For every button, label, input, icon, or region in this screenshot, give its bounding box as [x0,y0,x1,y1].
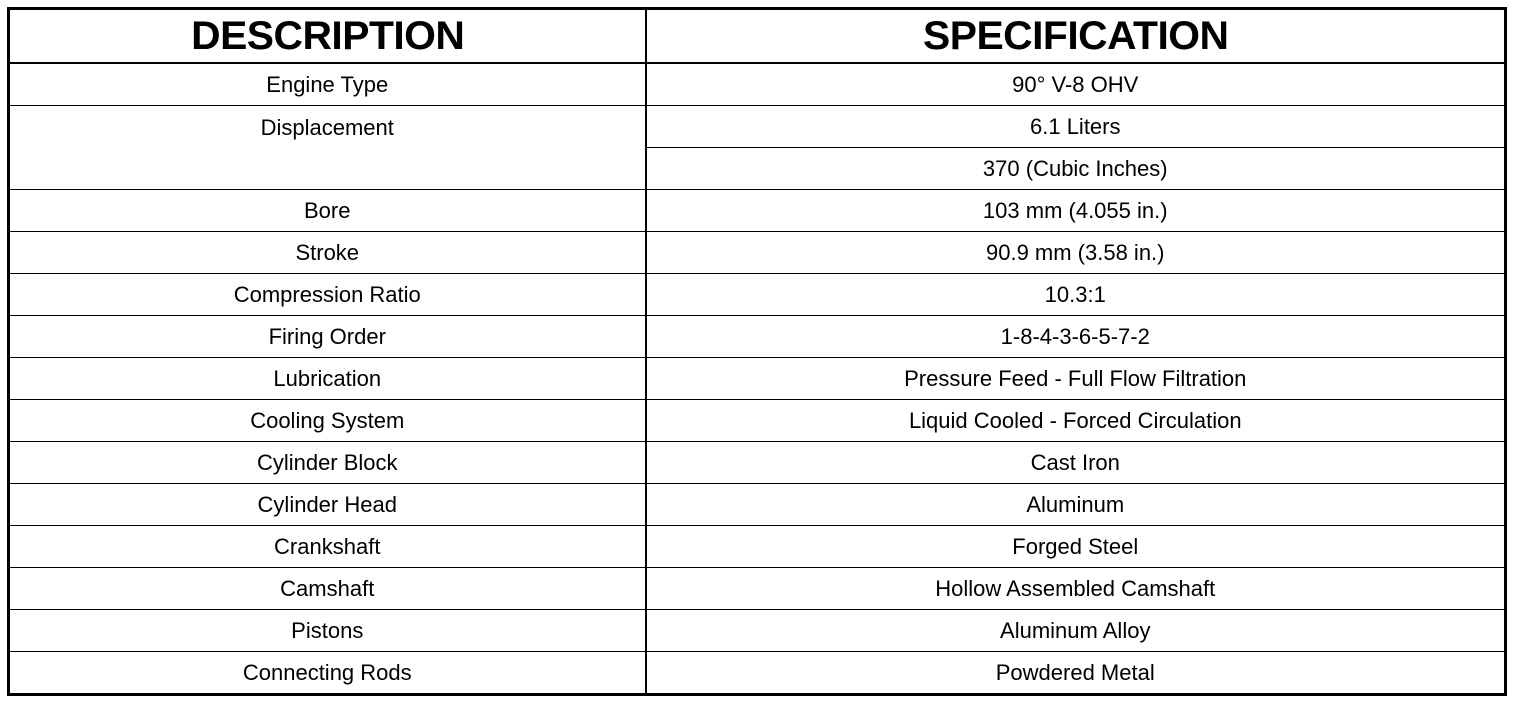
table-row [9,274,1506,316]
specification-cell: 10.3:1 [646,274,1506,316]
description-cell: Pistons [9,610,646,652]
table-row [9,316,1506,358]
header-specification: SPECIFICATION [637,9,1514,64]
table-row [9,63,1506,106]
specification-cell: Liquid Cooled - Forced Circulation [646,400,1506,442]
spec-table [7,7,1507,696]
table-header-row [9,9,1506,64]
specification-cell: Aluminum [646,484,1506,526]
description-cell: Bore [9,190,646,232]
description-cell: Camshaft [9,568,646,610]
table-row [9,358,1506,400]
table-row [9,568,1506,610]
description-cell: Stroke [9,232,646,274]
description-cell: Displacement [9,106,646,190]
header-description: DESCRIPTION [2,9,652,64]
table-row [9,610,1506,652]
description-cell: Cylinder Head [9,484,646,526]
specification-cell: Powdered Metal [995,659,1155,685]
table-row [9,232,1506,274]
table-row [9,652,1506,695]
specification-cell: 370 (Cubic Inches) [646,148,1506,190]
description-cell: Lubrication [9,358,646,400]
specification-cell: 90° V-8 OHV [646,63,1506,106]
description-cell: Firing Order [9,316,646,358]
description-cell: Cooling System [9,400,646,442]
table-row [9,442,1506,484]
description-cell: Compression Ratio [9,274,646,316]
specification-cell: 103 mm (4.055 in.) [646,190,1506,232]
description-cell: Engine Type [9,63,646,106]
table-row [9,526,1506,568]
table-row [9,484,1506,526]
description-cell: Crankshaft [9,526,646,568]
table-row [9,106,1506,148]
specification-cell: 90.9 mm (3.58 in.) [646,232,1506,274]
specification-cell: 1-8-4-3-6-5-7-2 [646,316,1506,358]
specification-cell: Cast Iron [646,442,1506,484]
description-cell: Cylinder Block [9,442,646,484]
specification-cell: Forged Steel [646,526,1506,568]
table-row [9,400,1506,442]
specification-cell: Aluminum Alloy [646,610,1506,652]
specification-cell: Pressure Feed - Full Flow Filtration [646,358,1506,400]
table-row [9,190,1506,232]
description-cell: Connecting Rods [9,652,646,695]
specification-cell: 6.1 Liters [646,106,1506,148]
specification-cell: Hollow Assembled Camshaft [646,568,1506,610]
